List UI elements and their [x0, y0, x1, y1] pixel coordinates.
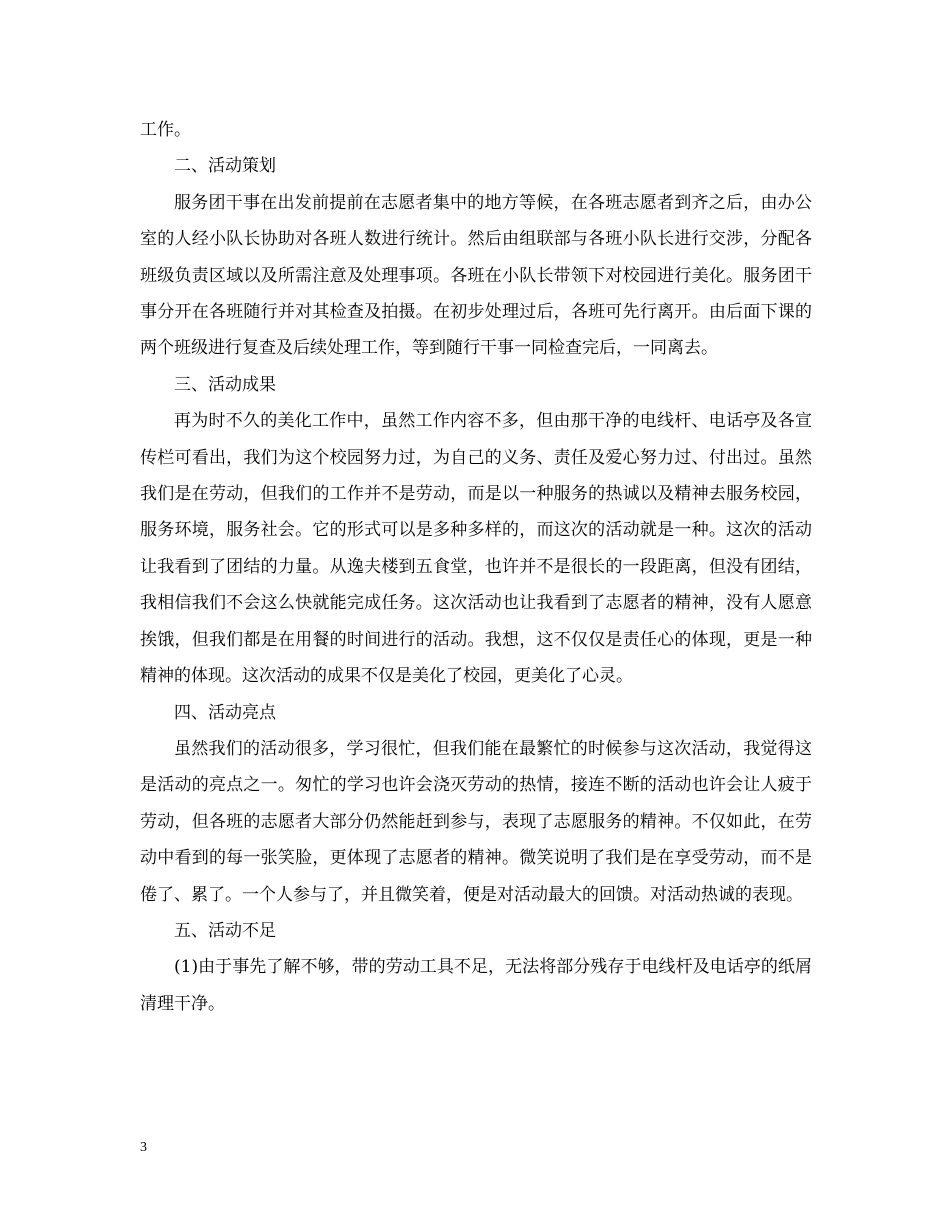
paragraph-shortcoming-1: (1)由于事先了解不够，带的劳动工具不足，无法将部分残存于电线杆及电话亭的纸屑清理干净。	[140, 957, 812, 1014]
document-page	[140, 0, 812, 1230]
section-heading-planning: 二、活动策划	[174, 156, 276, 177]
paragraph-planning: 服务团干事在出发前提前在志愿者集中的地方等候，在各班志愿者到齐之后，由办公室的人经小队长协助对各班人数进行统计。然后由组联部与各班小队长进行交涉，分配各班级负责区域以及所需注意及处理事项。各班在小队长带领下对校园进行美化。服务团干事分开在各班随行并对其检查及拍摄。在初步处理过后，各班可先行离开。由后面下课的两个班级进行复查及后续处理工作，等到随行干事一同检查完后，一同离去。	[140, 192, 812, 359]
page-number: 3	[140, 1140, 147, 1155]
paragraph-results: 再为时不久的美化工作中，虽然工作内容不多，但由那干净的电线杆、电话亭及各宣传栏可看出，我们为这个校园努力过，为自己的义务、责任及爱心努力过、付出过。虽然我们是在劳动，但我们的工作并不是劳动，而是以一种服务的热诚以及精神去服务校园，服务环境，服务社会。它的形式可以是多种多样的，而这次的活动就是一种。这次的活动让我看到了团结的力量。从逸夫楼到五食堂，也许并不是很长的一段距离，但没有团结，我相信我们不会这么快就能完成任务。这次活动也让我看到了志愿者的精神，没有人愿意挨饿，但我们都是在用餐的时间进行的活动。我想，这不仅仅是责任心的体现，更是一种精神的体现。这次活动的成果不仅是美化了校园，更美化了心灵。	[140, 411, 812, 687]
document-body	[140, 112, 812, 1022]
section-heading-results: 三、活动成果	[174, 374, 276, 395]
section-heading-highlights: 四、活动亮点	[174, 702, 276, 723]
paragraph-continuation: 工作。	[140, 120, 191, 140]
section-heading-shortcomings: 五、活动不足	[174, 920, 276, 941]
paragraph-highlights: 虽然我们的活动很多，学习很忙，但我们能在最繁忙的时候参与这次活动，我觉得这是活动的亮点之一。匆忙的学习也许会浇灭劳动的热情，接连不断的活动也许会让人疲于劳动，但各班的志愿者大部分仍然能赶到参与，表现了志愿服务的精神。不仅如此，在劳动中看到的每一张笑脸，更体现了志愿者的精神。微笑说明了我们是在享受劳动，而不是倦了、累了。一个人参与了，并且微笑着，便是对活动最大的回馈。对活动热诚的表现。	[140, 738, 812, 905]
